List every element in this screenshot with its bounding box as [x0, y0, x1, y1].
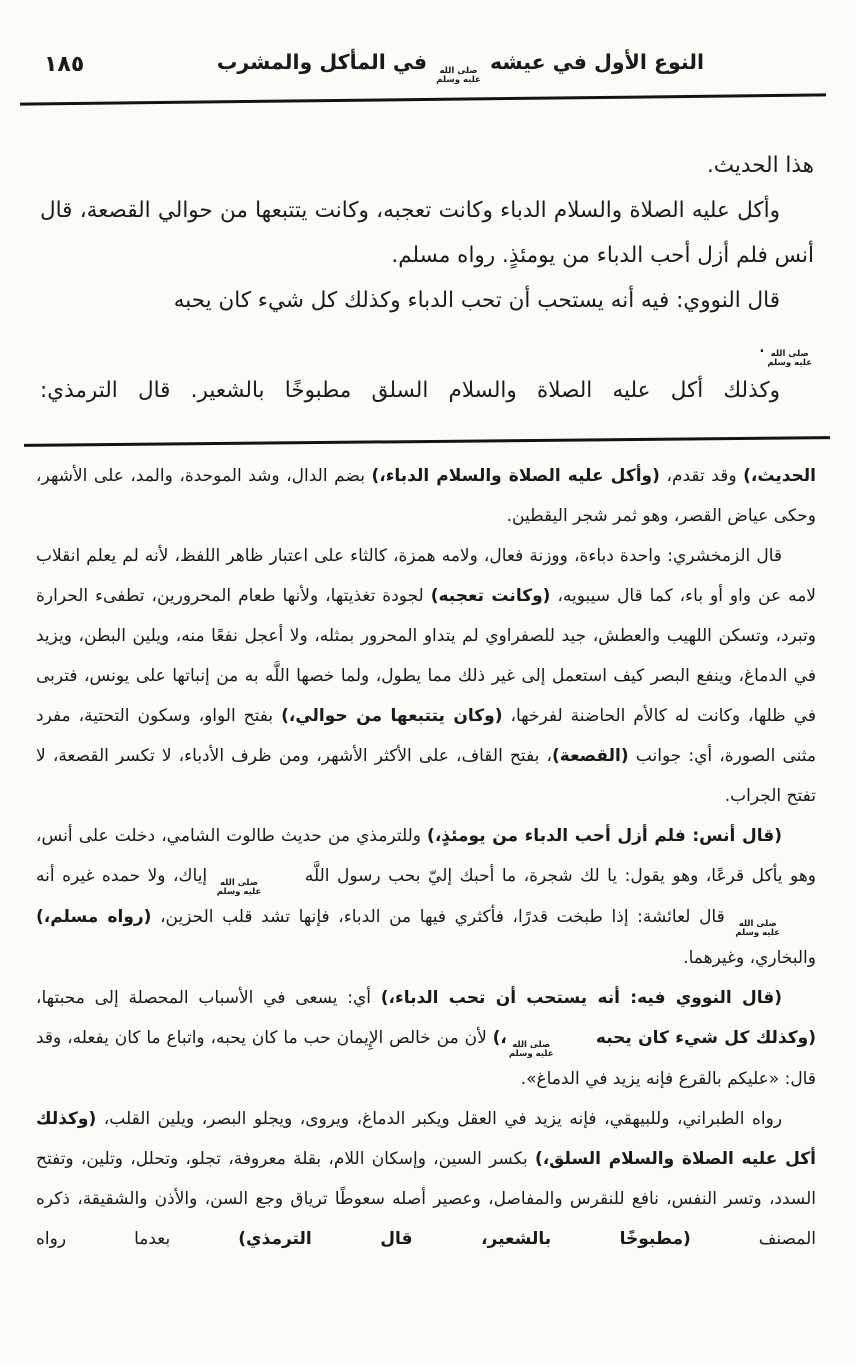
text-run: بضم الدال، وشد الموحدة، والمد، على الأشهر، وحكى عياض القصر، وهو ثمر شجر اليقطين.: [36, 466, 816, 526]
text-run: بعدما رواه: [36, 1228, 239, 1249]
footnote-commentary: [36, 456, 816, 1259]
text-run: قال النووي: فيه أنه يستحب أن تحب الدباء وكذلك كل شيء كان يحبه: [173, 288, 780, 313]
quoted-matn-run: (قال النووي فيه: أنه يستحب أن تحب الدباء،): [380, 987, 782, 1008]
text-run: وقد تقدم،: [659, 466, 744, 486]
main-text: [40, 143, 814, 413]
paragraph: [36, 456, 816, 536]
text-run: أي: يسعى في الأسباب المحصلة إلى محبتها،: [36, 987, 381, 1008]
paragraph: [36, 978, 816, 1099]
pbuh-symbol: صلى الله عليه وسلم: [216, 878, 262, 897]
paragraph: [36, 1099, 816, 1259]
page-number: ١٨٥: [44, 52, 85, 77]
pbuh-symbol: صلى الله عليه وسلم: [508, 1039, 554, 1059]
text-run: وللترمذي من حديث طالوت الشامي، دخلت على أنس، وهو يأكل قرعًا، وهو يقول: يا لك شجرة، ما أحبك إليّ بحب رسول اللَّه صلى الله عليه وسلم إياك، ولا حمده غيره أنه صلى الله عليه وسلم قال لعائشة: إذا طبخت قدرًا، فأكثري فيها من الدباء، فإنها تشد قلب الحزين،: [36, 826, 816, 938]
pbuh-symbol: صلى الله عليه وسلم: [436, 66, 481, 85]
text-run: رواه الطبراني، وللبيهقي، فإنه يزيد في العقل ويكبر الدماغ، ويروى، ويجلو البصر، ويلين القلب،: [96, 1108, 782, 1129]
text-run: وأكل عليه الصلاة والسلام الدباء وكانت تعجبه، وكانت يتتبعها من حوالي القصعة، قال أنس فلم أزل أحب الدباء من يومئذٍ. رواه مسلم.: [40, 198, 814, 268]
paragraph: [40, 143, 814, 188]
header-rule: [20, 93, 826, 105]
paragraph: [36, 816, 816, 978]
quoted-matn-run: (قال أنس: فلم أزل أحب الدباء من يومئذٍ،): [427, 826, 782, 846]
paragraph: [40, 278, 814, 323]
text-run: ، بفتح القاف، على الأكثر الأشهر، ومن ظرف الأدباء، لا تكسر القصعة، لا تفتح الجراب.: [36, 746, 816, 806]
paragraph: [40, 188, 814, 278]
text-run: لجودة تغذيتها، ولأنها طعام المحرورين، تطفىء الحرارة وتبرد، وتسكن اللهيب والعطش، جيد للصفراوي لم يتداو المحرور بمثله، ولا أعجل نفعًا منه، ويلين البطن، ويزيد في الدماغ، وينفع البصر كيف استعمل إلى غير ذلك مما يطول، ولما خصها اللَّه به من إنباتها على يونس، فتربى في ظلها، وكانت له كالأم الحاضنة لفرخها،: [36, 586, 816, 726]
pbuh-symbol: صلى الله عليه وسلم: [767, 349, 812, 368]
quoted-matn-run: (مطبوخًا بالشعير، قال الترمذي): [238, 1228, 691, 1249]
quoted-matn-run: الحديث،): [743, 466, 816, 486]
pbuh-symbol: صلى الله عليه وسلم: [735, 918, 780, 938]
pbuh-line: [40, 323, 814, 368]
text-run: قال الزمخشري: واحدة دباءة، ووزنة فعال، ولامه همزة، كالثاء على اعتبار ظاهر اللفظ، لأنه لم يعلم انقلاب لامه عن واو أو باء، كما قال سيبويه،: [36, 546, 817, 606]
text-run: لأن من خالص الإِيمان حب ما كان يحبه، واتباع ما كان يفعله، وقد قال: «عليكم بالقرع فإنه يزيد في الدماغ».: [36, 1027, 816, 1089]
text-run: بفتح الواو، وسكون التحتية، مفرد مثنى الصورة، أي: جوانب: [36, 706, 816, 766]
text-run: بكسر السين، وإسكان اللام، بقلة معروفة، تجلو، وتحلل، وتلين، وتفتح السدد، وتسر النفس، نافع للنقرس والمفاصل، وعصير أصله سعوطًا ترياق وجع السن، والأذن والشقيقة، ذكره المصنف: [36, 1148, 816, 1249]
text-run: صلى الله عليه وسلم .: [758, 333, 812, 368]
footnote-separator-rule: [24, 436, 830, 447]
quoted-matn-run: (القصعة): [552, 746, 629, 766]
quoted-matn-run: (وكانت تعجبه): [430, 586, 551, 606]
quoted-matn-run: (رواه مسلم،): [36, 906, 152, 927]
paragraph: [36, 536, 816, 816]
quoted-matn-run: (وكان يتتبعها من حوالي،): [281, 706, 503, 726]
text-run: والبخاري، وغيرهما.: [683, 947, 816, 968]
text-run: هذا الحديث.: [706, 153, 814, 178]
quoted-matn-run: (وأكل عليه الصلاة والسلام الدباء،): [371, 466, 660, 486]
header-title: النوع الأول في عيشه صلى الله عليه وسلم في المأكل والمشرب: [216, 50, 704, 85]
text-run: وكذلك أكل عليه الصلاة والسلام السلق مطبوخًا بالشعير. قال الترمذي:: [40, 378, 780, 403]
quoted-matn-run: (وكذلك كل شيء كان يحبه صلى الله عليه وسلم ،): [492, 1027, 816, 1059]
paragraph: [40, 368, 814, 413]
quoted-matn-run: (وكذلك أكل عليه الصلاة والسلام السلق،): [36, 1108, 817, 1169]
